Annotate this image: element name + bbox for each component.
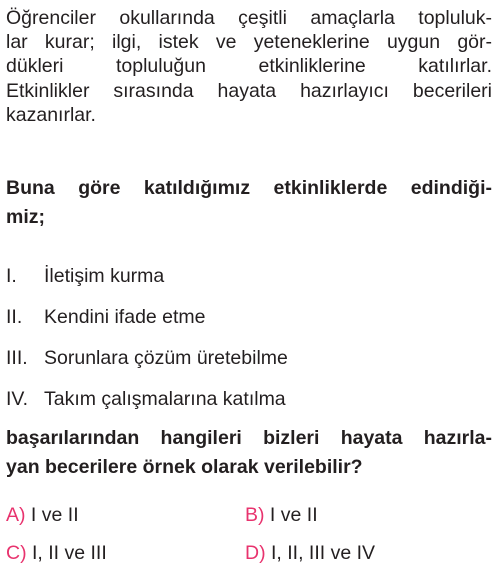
stem-line: Buna göre katıldığımız etkinliklerde edindiği- — [6, 177, 492, 199]
stem-line: miz; — [6, 206, 45, 228]
statement-text: Takım çalışmalarına katılma — [44, 388, 286, 410]
choice-c[interactable] — [6, 540, 107, 566]
question-prompt — [6, 424, 492, 482]
choice-d[interactable] — [245, 540, 375, 566]
question-line: yan becerilere örnek olarak verilebilir? — [6, 456, 363, 478]
passage-line: Öğrenciler okullarında çeşitli amaçlarla topluluk- — [6, 7, 492, 29]
choice-letter: D) — [245, 542, 271, 564]
statement-numeral: IV. — [6, 388, 29, 410]
statement-item — [6, 338, 492, 379]
statement-numeral: II. — [6, 306, 23, 328]
passage-line: kazanırlar. — [6, 103, 96, 126]
choice-text: I, II, III ve IV — [271, 542, 376, 564]
statement-item — [6, 256, 492, 297]
statement-text: Sorunlara çözüm üretebilme — [44, 347, 288, 369]
passage-line: dükleri topluluğun etkinliklerine katılırlar. — [6, 55, 492, 78]
statement-numeral: I. — [6, 265, 17, 287]
choice-b[interactable] — [245, 502, 318, 528]
statement-item — [6, 297, 492, 338]
choice-text: I ve II — [30, 504, 79, 526]
question-stem — [6, 174, 492, 232]
statement-item — [6, 379, 492, 420]
choice-letter: A) — [6, 504, 31, 526]
statement-list — [6, 256, 492, 420]
statement-numeral: III. — [6, 347, 28, 369]
choice-text: I, II ve III — [32, 542, 107, 564]
choice-letter: B) — [245, 504, 270, 526]
passage-line: Etkinlikler sırasında hayata hazırlayıcı becerileri — [6, 79, 492, 102]
statement-text: İletişim kurma — [44, 265, 165, 287]
choice-letter: C) — [6, 542, 32, 564]
choice-text: I ve II — [269, 504, 318, 526]
statement-text: Kendini ifade etme — [44, 306, 206, 328]
question-passage — [6, 6, 492, 127]
passage-line: lar kurar; ilgi, istek ve yeteneklerine uygun gör- — [6, 31, 492, 54]
question-line: başarılarından hangileri bizleri hayata hazırla- — [6, 427, 492, 449]
choice-a[interactable] — [6, 502, 79, 528]
